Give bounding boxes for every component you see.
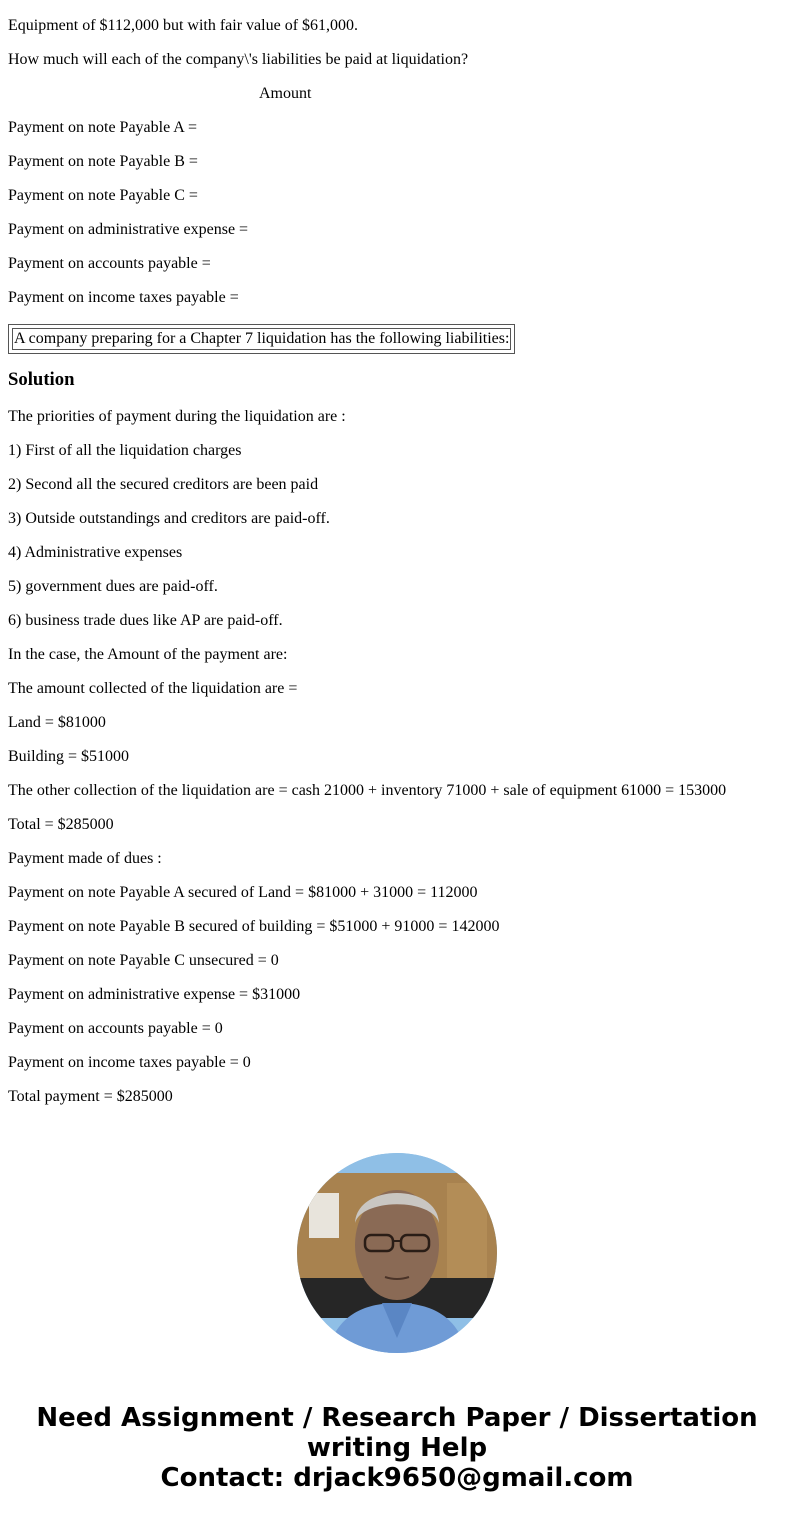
blank-note-b: Payment on note Payable B =	[8, 153, 198, 170]
payment-income-taxes: Payment on income taxes payable = 0	[8, 1054, 251, 1071]
blank-admin-expense: Payment on administrative expense =	[8, 221, 249, 238]
payment-note-b: Payment on note Payable B secured of building = $51000 + 91000 = 142000	[8, 918, 500, 935]
priority-item: 5) government dues are paid-off.	[8, 578, 218, 595]
total-payment: Total payment = $285000	[8, 1088, 173, 1105]
priority-item: 3) Outside outstandings and creditors are paid-off.	[8, 510, 330, 527]
banner-line-2: writing Help	[306, 1433, 488, 1463]
blank-note-c: Payment on note Payable C =	[8, 187, 198, 204]
priority-item: 4) Administrative expenses	[8, 544, 183, 561]
question-prompt: How much will each of the company\'s liabilities be paid at liquidation?	[8, 51, 469, 68]
blank-accounts-payable: Payment on accounts payable =	[8, 255, 211, 272]
payment-note-a: Payment on note Payable A secured of Land = $81000 + 31000 = 112000	[8, 884, 478, 901]
contact-banner	[0, 1403, 794, 1493]
payment-admin-expense: Payment on administrative expense = $31000	[8, 986, 301, 1003]
blank-note-a: Payment on note Payable A =	[8, 119, 197, 136]
land-value: Land = $81000	[8, 714, 106, 731]
priority-item: 6) business trade dues like AP are paid-off.	[8, 612, 283, 629]
other-collection: The other collection of the liquidation are = cash 21000 + inventory 71000 + sale of equipment 61000 = 153000	[8, 782, 727, 799]
equipment-line: Equipment of $112,000 but with fair value of $61,000.	[8, 17, 359, 34]
amount-column-header: Amount	[259, 85, 312, 102]
solution-heading: Solution	[8, 369, 75, 390]
payment-accounts-payable: Payment on accounts payable = 0	[8, 1020, 223, 1037]
question-title-box	[8, 324, 515, 354]
blank-income-taxes: Payment on income taxes payable =	[8, 289, 239, 306]
author-avatar	[297, 1153, 497, 1353]
payment-note-c: Payment on note Payable C unsecured = 0	[8, 952, 279, 969]
solution-intro: The priorities of payment during the liquidation are :	[8, 408, 346, 425]
banner-line-1: Need Assignment / Research Paper / Dissertation	[36, 1403, 758, 1433]
portrait-icon	[297, 1153, 497, 1353]
collected-line: The amount collected of the liquidation are =	[8, 680, 298, 697]
banner-contact-email: Contact: drjack9650@gmail.com	[160, 1463, 634, 1493]
building-value: Building = $51000	[8, 748, 130, 765]
priority-item: 1) First of all the liquidation charges	[8, 442, 242, 459]
priority-item: 2) Second all the secured creditors are been paid	[8, 476, 319, 493]
question-title: A company preparing for a Chapter 7 liquidation has the following liabilities:	[12, 328, 511, 350]
payment-made-heading: Payment made of dues :	[8, 850, 162, 867]
case-line: In the case, the Amount of the payment are:	[8, 646, 288, 663]
total-collected: Total = $285000	[8, 816, 114, 833]
